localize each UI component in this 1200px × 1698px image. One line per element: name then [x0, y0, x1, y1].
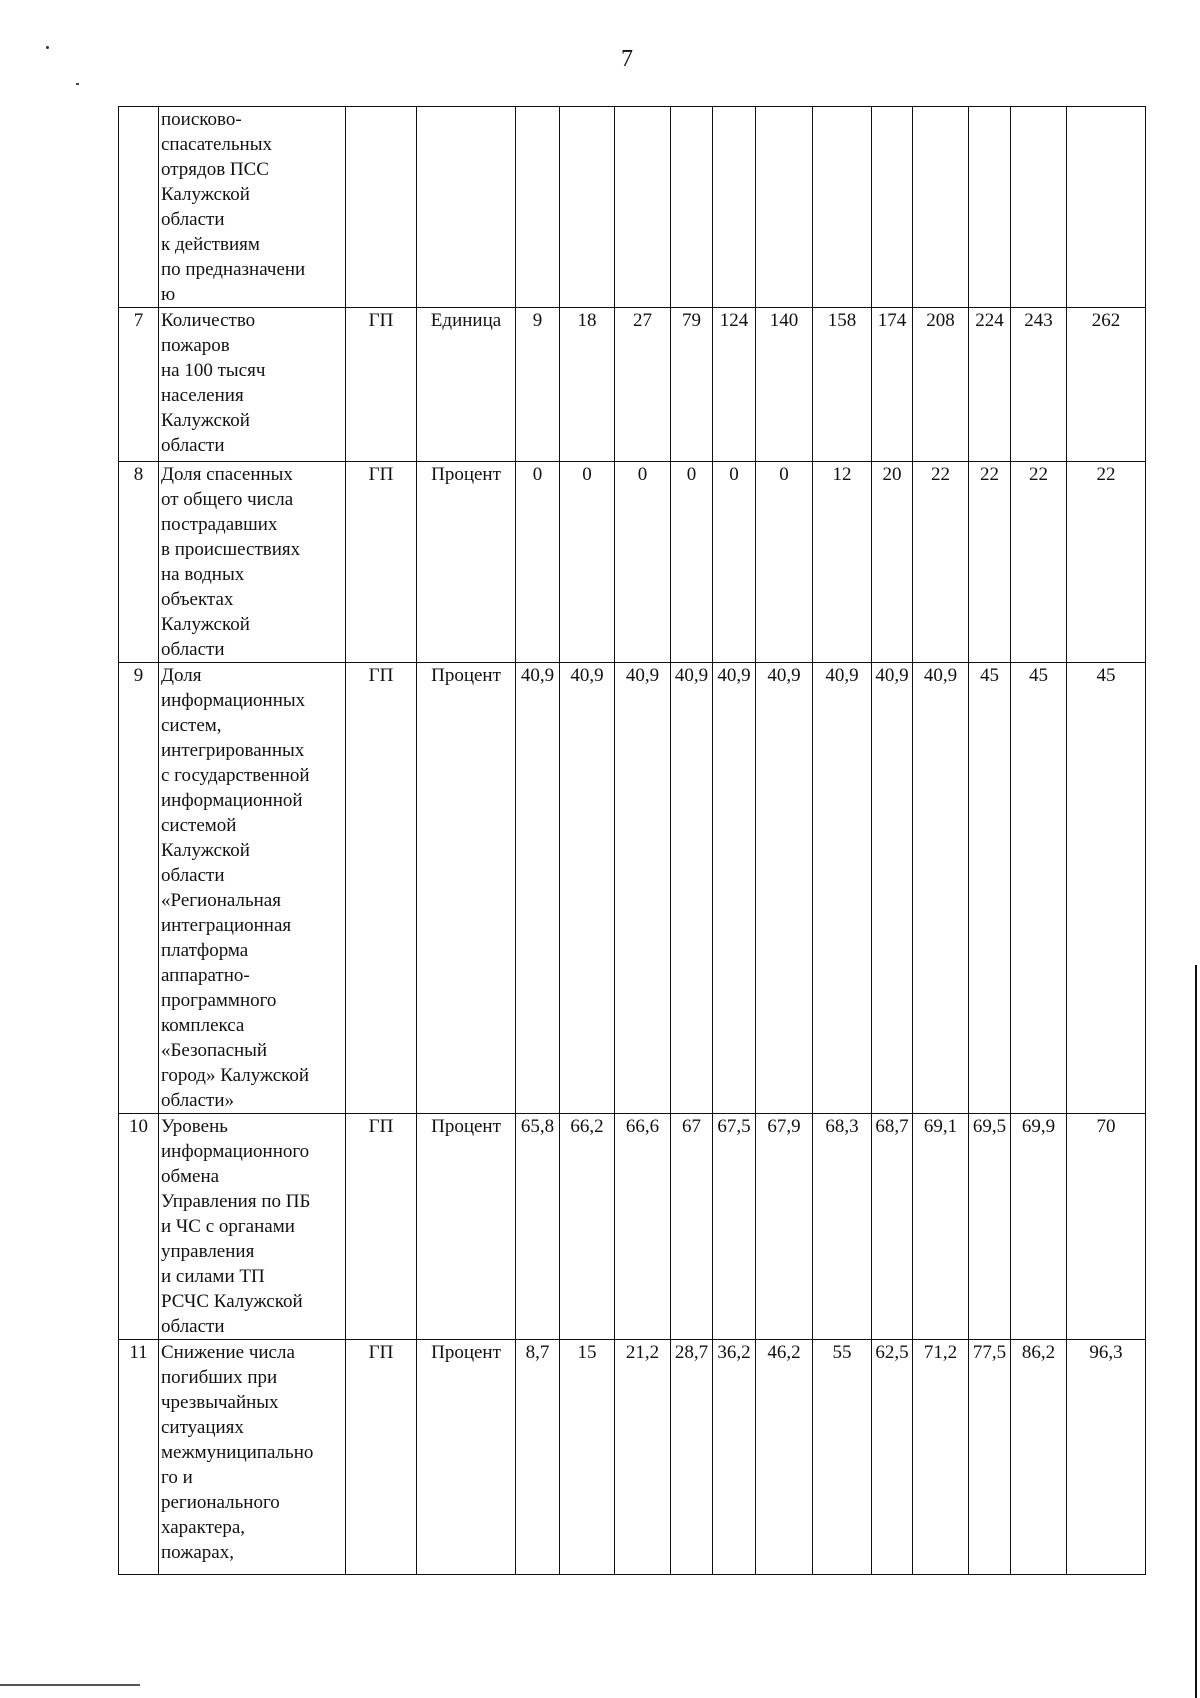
table-row [119, 107, 1146, 308]
value-cell: 67,5 [713, 1114, 756, 1340]
value-cell: 224 [969, 308, 1011, 462]
value-cell: 40,9 [813, 663, 872, 1114]
value-cell: 40,9 [516, 663, 560, 1114]
scan-speck [76, 83, 79, 85]
value-cell: 0 [560, 462, 615, 663]
value-cell: 69,5 [969, 1114, 1011, 1340]
table-row [119, 1114, 1146, 1340]
value-cell: 40,9 [756, 663, 813, 1114]
value-cell: 0 [516, 462, 560, 663]
indicator-name-cell: Уровень информационного обмена Управления по ПБ и ЧС с органами управления и силами ТП РСЧС Калужской области [159, 1114, 346, 1340]
value-cell: 22 [1067, 462, 1146, 663]
value-cell [913, 107, 969, 308]
value-cell [756, 107, 813, 308]
value-cell: 40,9 [713, 663, 756, 1114]
scan-edge-line [0, 1684, 140, 1686]
value-cell: 18 [560, 308, 615, 462]
value-cell: 79 [671, 308, 713, 462]
value-cell: 45 [969, 663, 1011, 1114]
value-cell [813, 107, 872, 308]
value-cell: 68,3 [813, 1114, 872, 1340]
row-number-cell: 9 [119, 663, 159, 1114]
value-cell: 55 [813, 1340, 872, 1575]
row-number-cell [119, 107, 159, 308]
value-cell [969, 107, 1011, 308]
value-cell: 40,9 [671, 663, 713, 1114]
row-number-cell: 10 [119, 1114, 159, 1340]
indicator-name-cell: Снижение числа погибших при чрезвычайных ситуациях межмуниципально го и регионального характера, пожарах, [159, 1340, 346, 1575]
value-cell [1011, 107, 1067, 308]
indicator-name-cell: Доля информационных систем, интегрированных с государственной информационной системой Калужской области «Региональная интеграционная платформа аппаратно- программного комплекса «Безопасный город» Калужской области» [159, 663, 346, 1114]
unit-cell [417, 107, 516, 308]
value-cell: 208 [913, 308, 969, 462]
indicator-type-cell: ГП [346, 462, 417, 663]
value-cell: 40,9 [615, 663, 671, 1114]
value-cell: 40,9 [913, 663, 969, 1114]
unit-cell: Процент [417, 663, 516, 1114]
value-cell: 20 [872, 462, 913, 663]
value-cell: 0 [671, 462, 713, 663]
indicator-name-cell: поисково- спасательных отрядов ПСС Калужской области к действиям по предназначени ю [159, 107, 346, 308]
unit-cell: Процент [417, 1114, 516, 1340]
value-cell: 67,9 [756, 1114, 813, 1340]
row-number-cell: 7 [119, 308, 159, 462]
table-row [119, 1340, 1146, 1575]
value-cell: 8,7 [516, 1340, 560, 1575]
value-cell: 70 [1067, 1114, 1146, 1340]
indicator-type-cell: ГП [346, 1114, 417, 1340]
value-cell: 28,7 [671, 1340, 713, 1575]
value-cell: 36,2 [713, 1340, 756, 1575]
value-cell: 140 [756, 308, 813, 462]
value-cell: 0 [756, 462, 813, 663]
unit-cell: Единица [417, 308, 516, 462]
indicator-name-cell: Доля спасенных от общего числа пострадавших в происшествиях на водных объектах Калужской области [159, 462, 346, 663]
value-cell: 40,9 [872, 663, 913, 1114]
value-cell [713, 107, 756, 308]
value-cell: 243 [1011, 308, 1067, 462]
value-cell: 86,2 [1011, 1340, 1067, 1575]
value-cell: 45 [1011, 663, 1067, 1114]
indicator-type-cell [346, 107, 417, 308]
value-cell: 174 [872, 308, 913, 462]
table-row [119, 308, 1146, 462]
value-cell: 15 [560, 1340, 615, 1575]
unit-cell: Процент [417, 462, 516, 663]
value-cell: 12 [813, 462, 872, 663]
value-cell: 45 [1067, 663, 1146, 1114]
indicators-table [118, 106, 1146, 1575]
value-cell: 0 [713, 462, 756, 663]
value-cell: 158 [813, 308, 872, 462]
value-cell: 22 [913, 462, 969, 663]
value-cell [560, 107, 615, 308]
indicator-type-cell: ГП [346, 308, 417, 462]
value-cell: 22 [969, 462, 1011, 663]
value-cell [516, 107, 560, 308]
row-number-cell: 11 [119, 1340, 159, 1575]
value-cell: 68,7 [872, 1114, 913, 1340]
value-cell: 22 [1011, 462, 1067, 663]
value-cell: 96,3 [1067, 1340, 1146, 1575]
indicator-type-cell: ГП [346, 1340, 417, 1575]
value-cell: 0 [615, 462, 671, 663]
value-cell: 9 [516, 308, 560, 462]
value-cell [615, 107, 671, 308]
scan-speck [46, 46, 49, 49]
value-cell: 62,5 [872, 1340, 913, 1575]
value-cell: 67 [671, 1114, 713, 1340]
page-number: 7 [621, 46, 633, 72]
value-cell: 69,9 [1011, 1114, 1067, 1340]
value-cell: 66,2 [560, 1114, 615, 1340]
indicator-type-cell: ГП [346, 663, 417, 1114]
value-cell: 66,6 [615, 1114, 671, 1340]
scan-edge-line [1195, 965, 1197, 1698]
value-cell: 46,2 [756, 1340, 813, 1575]
value-cell: 71,2 [913, 1340, 969, 1575]
table-row [119, 462, 1146, 663]
value-cell [872, 107, 913, 308]
value-cell [1067, 107, 1146, 308]
value-cell: 124 [713, 308, 756, 462]
value-cell: 27 [615, 308, 671, 462]
value-cell: 262 [1067, 308, 1146, 462]
row-number-cell: 8 [119, 462, 159, 663]
unit-cell: Процент [417, 1340, 516, 1575]
value-cell: 77,5 [969, 1340, 1011, 1575]
value-cell: 69,1 [913, 1114, 969, 1340]
indicator-name-cell: Количество пожаров на 100 тысяч населения Калужской области [159, 308, 346, 462]
table-row [119, 663, 1146, 1114]
value-cell: 40,9 [560, 663, 615, 1114]
value-cell: 65,8 [516, 1114, 560, 1340]
value-cell [671, 107, 713, 308]
value-cell: 21,2 [615, 1340, 671, 1575]
